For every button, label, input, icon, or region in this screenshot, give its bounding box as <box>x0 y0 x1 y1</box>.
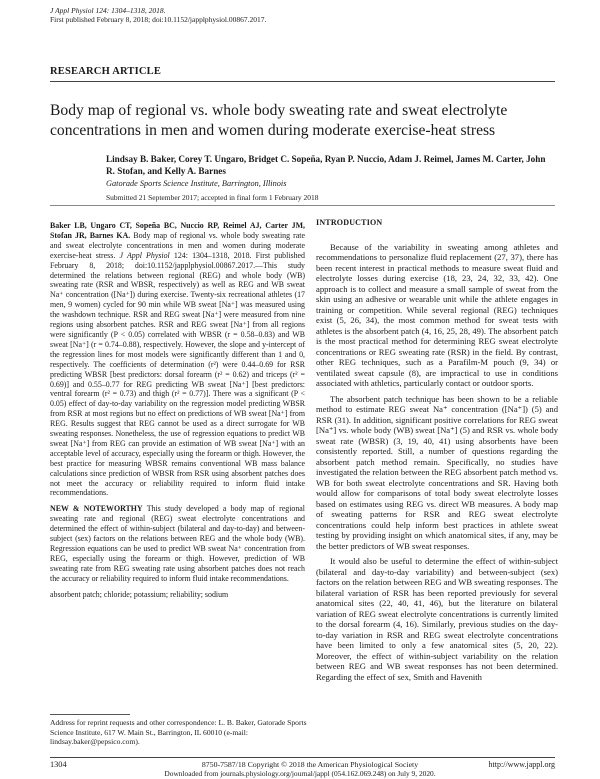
copyright-notice: 8750-7587/18 Copyright © 2018 the American Physiological Society <box>201 760 419 769</box>
abstract-citation-rest: 124: 1304–1318, 2018. First published February 8, 2018; doi:10.1152/japplphysiol.00867.2017.— <box>50 250 305 270</box>
abstract <box>50 221 305 498</box>
header-divider <box>50 205 555 206</box>
introduction-column <box>316 218 558 687</box>
publication-doi-line: First published February 8, 2018; doi:10.1152/japplphysiol.00867.2017. <box>50 15 267 24</box>
top-divider <box>50 81 555 82</box>
new-noteworthy-label: NEW & NOTEWORTHY <box>50 504 143 514</box>
download-notice: Downloaded from journals.physiology.org/journal/jappl (054.162.069.248) on July 9, 2020. <box>164 769 436 778</box>
intro-paragraph: The absorbent patch technique has been shown to be a reliable method to estimate REG sweat Na⁺ concentration ([Na⁺]) (5) and RSR (31). In addition, significant positive correlations for REG sweat [Na⁺] vs. whole body (WB) sweat [Na⁺] (5) and RSR vs. whole body sweat rate (WBSR) (3, 19, 40, 41) using absorbents have been consistently reported. Still, a number of questions regarding the absorbent patch method remain. Specifically, no studies have investigated the relation between the REG absorbent patch method vs. WB for both sweat electrolyte concentrations and SR. Having both would allow for comparisons of total body sweat electrolyte losses based on estimates using REG vs. direct WB measures. A body map of sweating patterns for RSR and REG sweat electrolyte concentrations could help inform best practices in athlete sweat testing by providing insight on which anatomical sites, if any, may be the better predictors of WB sweat responses. <box>316 393 558 551</box>
journal-citation-line: J Appl Physiol 124: 1304–1318, 2018. <box>50 6 166 15</box>
new-noteworthy <box>50 504 305 583</box>
intro-paragraph: Because of the variability in sweating among athletes and recommendations to personalize fluid replacement (27, 37), there has been recent interest in practical methods to measure sweat fluid and electrolyte losses during exercise (18, 23, 24, 32, 33, 42). One approach is to collect and measure a small sample of sweat from the skin using an adhesive or wearable unit while the athlete engages in training or competition. While several regional (REG) techniques exist (5, 26, 34), the most common method for sweat tests with athletes is the absorbent patch (4, 16, 25, 28, 49). The absorbent patch is the most practical method for determining REG sweat electrolyte concentrations or REG sweating rate (RSR) in the field. By contrast, other REG techniques, such as a Parafilm-M pouch (9, 34) or ventilated sweat capsule (8), are impractical to use in conditions associated with athletics, particularly contact or outdoor sports. <box>316 241 558 388</box>
abstract-column <box>50 221 305 606</box>
abstract-body: This study determined the relations between regional (REG) and whole body (WB) sweating rate (RSR and WBSR, respectively) as well as REG and WB sweat Na⁺ concentration ([Na⁺]) during exercise. Twenty-six recreational athletes (17 men, 9 women) cycled for 90 min while WB sweat [Na⁺] was measured using the washdown technique. RSR and REG sweat [Na⁺] were measured from nine regions using absorbent patches. RSR and REG sweat [Na⁺] from all regions were significantly (P < 0.05) correlated with WBSR (r = 0.58–0.83) and WB sweat [Na⁺] (r = 0.74–0.88), respectively. However, the slope and y-intercept of the regression lines for most models were significantly different than 1 and 0, respectively. The coefficients of determination (r²) were 0.44–0.69 for RSR predicting WBSR [best predictors: dorsal forearm (r² = 0.62) and triceps (r² = 0.69)] and 0.55–0.77 for REG predicting WB sweat [Na⁺] [best predictors: ventral forearm (r² = 0.73) and thigh (r² = 0.77)]. There was a significant (P < 0.05) effect of day-to-day variability on the regression model predicting WBSR from RSR at most regions but no effect on predictions of WB sweat [Na⁺] from REG. Results suggest that REG cannot be used as a direct surrogate for WB sweating responses. Nonetheless, the use of regression equations to predict WB sweat [Na⁺] from REG can provide an estimation of WB sweat [Na⁺] with an acceptable level of accuracy, especially using the forearm or thigh. However, the best practice for measuring WBSR remains conventional WB mass balance calculations since prediction of WBSR from RSR using absorbent patches does not meet the accuracy or reliability required to inform fluid intake recommendations. <box>50 260 305 498</box>
affiliation: Gatorade Sports Science Institute, Barrington, Illinois <box>106 179 287 188</box>
submission-dates: Submitted 21 September 2017; accepted in final form 1 February 2018 <box>106 193 319 202</box>
journal-website-link[interactable]: http://www.jappl.org <box>488 760 555 769</box>
introduction-heading: INTRODUCTION <box>316 218 383 227</box>
intro-paragraph: It would also be useful to determine the effect of within-subject (bilateral and day-to-day variability) and between-subject (sex) factors on the relation between REG and WB sweating responses. The bilateral variation of RSR has been reported previously for several anatomical sites (22, 40, 41, 46), but the literature on bilateral variation of REG sweat electrolyte concentrations is currently limited to the dorsal forearm (4, 16). Similarly, previous studies on the day-to-day variation in RSR and REG sweat electrolyte concentrations have been limited to only a few anatomical sites (5, 20, 22). Moreover, the effect of within-subject variability on the relation between REG and WB sweat responses has not been determined. Regarding the effect of sex, Smith and Havenith <box>316 556 558 682</box>
section-label: RESEARCH ARTICLE <box>50 66 162 77</box>
page-number: 1304 <box>50 760 67 769</box>
correspondence-footnote: Address for reprint requests and other correspondence: L. B. Baker, Gatorade Sports Science Institute, 617 W. Main St., Barrington, IL 60010 (e-mail: lindsay.baker@pepsico.com). <box>50 718 307 746</box>
keywords: absorbent patch; chloride; potassium; reliability; sodium <box>50 589 229 599</box>
abstract-citation-title: Body map of regional vs. whole body sweating rate and sweat electrolyte concentrations in men and women during moderate exercise-heat stress. <box>50 230 305 260</box>
footnote-divider <box>50 714 130 715</box>
abstract-citation-authors: Baker LB, Ungaro CT, Sopeña BC, Nuccio RP, Reimel AJ, Carter JM, Stofan JR, Barnes KA. <box>50 221 305 240</box>
article-title: Body map of regional vs. whole body sweating rate and sweat electrolyte concentrations in men and women during moderate exercise-heat stress <box>50 102 508 139</box>
author-list: Lindsay B. Baker, Corey T. Ungaro, Bridget C. Sopeña, Ryan P. Nuccio, Adam J. Reimel, James M. Carter, John R. Stofan, and Kelly A. Barnes <box>106 154 546 176</box>
footer-divider <box>50 757 555 758</box>
abstract-citation-journal: J Appl Physiol <box>119 250 170 260</box>
new-noteworthy-body: This study developed a body map of regional sweating rate and regional (REG) sweat electrolyte concentrations and determined the effect of within-subject (bilateral and day-to-day) and between-subject (sex) factors on the relations between REG and the whole body (WB). Regression equations can be used to predict WB sweat Na⁺ concentration from REG, especially using the forearm or thigh. However, prediction of WB sweating rate from REG sweating rate using absorbent patches does not reach the accuracy or reliability required to inform fluid intake recommendations. <box>50 504 305 583</box>
